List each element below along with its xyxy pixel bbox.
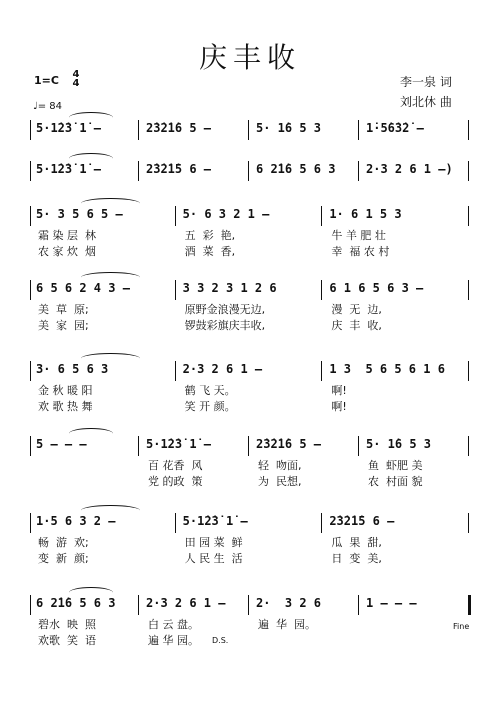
composer-credit: 刘北休 曲 [400,95,452,109]
barline [30,120,31,140]
lyric-segment: 百 花香 风 [148,459,203,472]
barline [175,206,176,226]
barline [321,513,322,533]
barline [248,120,249,140]
lyric-segment: 田 园 菜 鲜 [184,536,243,549]
measure: 3 3 2 3 1 2 6 [182,281,277,295]
lyrics-verse-1 [30,227,470,242]
barline [30,361,31,381]
lyric-segment: 美 草 原; [38,303,89,316]
barline [175,513,176,533]
barline [468,513,469,533]
fine-marking: Fine [453,622,470,631]
measure: 1 3 5 6 5 6 1 6 [329,362,445,376]
score-line-6 [30,437,470,455]
score-line-8 [30,596,470,614]
barline [138,436,139,456]
barline [321,206,322,226]
barline [248,436,249,456]
lyrics-verse-1 [30,616,470,631]
lyric-segment: 庆 丰 收, [331,319,382,332]
lyric-segment: 漫 无 边, [331,303,382,316]
barline [138,120,139,140]
barline [468,436,469,456]
song-title: 庆丰收 [198,41,301,74]
lyric-segment: 白 云 盘。 [148,618,199,631]
barline [321,361,322,381]
lyrics-verse-2 [30,398,470,413]
measure: 1̇·5̇6̇3̇2̇ – [366,121,424,135]
measure: 6 1 6 5 6 3 – [329,281,424,295]
lyrics-verse-1 [30,382,470,397]
score-line-7 [30,514,470,532]
measure: 2̇3̇2̇1̇5 6 – [146,162,212,176]
measure: 2·3 2 6 1 – [182,362,263,376]
barline [468,161,469,181]
barline [30,161,31,181]
slur-mark [81,353,140,364]
lyrics-verse-1 [30,301,470,316]
lyric-segment: 幸 福 农 村 [331,245,390,258]
measure: 5· 1̇6 5 3 [366,437,432,451]
final-barline [468,595,471,615]
measure: 5· 3 5 6 5 – [36,207,123,221]
slur-mark [69,153,113,164]
lyric-segment: 人 民 生 活 [184,552,243,565]
lyric-segment: 遍 华 园。 [148,634,199,647]
lyrics-verse-2 [30,473,470,488]
lyric-segment: 轻 吻面, [258,459,302,472]
measure: 1 – – – [366,596,417,610]
measure: 2·3 2 6 1 – [146,596,226,610]
measure: 5·1̇2̇3̇ 1̇ – [182,514,248,528]
barline [248,161,249,181]
slur-mark [81,272,140,283]
lyric-segment: 霜 染 层 林 [38,229,96,242]
barline [358,595,359,615]
score-line-5 [30,362,470,380]
lyric-segment: 欢 歌 热 舞 [38,400,93,413]
slur-mark [81,198,140,209]
lyric-segment: 美 家 园; [38,319,89,332]
measure: 6 2̇1̇6 5 6 3 [256,162,336,176]
lyric-segment: 瓜 果 甜, [331,536,382,549]
lyrics-verse-1 [30,457,470,472]
lyric-segment: 鱼 虾肥 美 [368,459,423,472]
measure: 5·1̇2̇3̇ 1̇ – [36,121,102,135]
barline [138,161,139,181]
time-signature [70,70,82,88]
measure: 2̇3̇2̇1̇6 5 – [256,437,322,451]
lyric-segment: 金 秋 暖 阳 [38,384,93,397]
lyric-segment: 变 新 颜; [38,552,89,565]
lyric-segment: 牛 羊 肥 壮 [331,229,386,242]
lyric-segment: 笑 开 颜。 [184,400,236,413]
lyrics-verse-2 [30,243,470,258]
measure: 2·3 2 6 1 –) [366,162,453,176]
credits [400,72,452,112]
score-line-2 [30,162,470,180]
barline [30,513,31,533]
barline [175,280,176,300]
lyric-segment: 五 彩 艳, [184,229,236,242]
lyric-segment: 酒 菜 香, [184,245,236,258]
barline [30,280,31,300]
measure: 2̇3̇2̇1̇6 5 – [146,121,212,135]
barline [358,161,359,181]
lyric-segment: 鹤 飞 天。 [184,384,236,397]
score-line-1 [30,121,470,139]
measure: 2̇3̇2̇1̇5 6 – [329,514,395,528]
barline [321,280,322,300]
barline [138,595,139,615]
measure: 6 5 6 2 4 3 – [36,281,130,295]
lyric-segment: 碧水 映 照 [38,618,96,631]
measure: 5 – – – [36,437,87,451]
lyric-segment: 原野金浪漫无边, [184,303,266,316]
slur-mark [69,587,113,598]
lyric-segment: 锣鼓彩旗庆丰收, [184,319,266,332]
barline [30,595,31,615]
measure: 5· 6 3 2 1 – [182,207,270,221]
barline [468,361,469,381]
slur-mark [81,505,140,516]
barline [468,206,469,226]
lyrics-verse-2 [30,632,470,647]
score-line-3 [30,207,470,225]
score-line-4 [30,281,470,299]
lyric-segment: 农 村面 貌 [368,475,423,488]
barline [358,436,359,456]
barline [468,280,469,300]
measure: 5· 1̇6 5 3 [256,121,322,135]
barline [358,120,359,140]
measure: 3· 6 5 6 3 [36,362,109,376]
barline [30,436,31,456]
lyric-segment: 为 民想, [258,475,302,488]
tempo-marking: ♩= 84 [33,101,62,112]
barline [468,120,469,140]
measure: 1·5 6 3 2 – [36,514,116,528]
barline [248,595,249,615]
lyricist-credit: 李一泉 词 [400,75,452,89]
meter-top: 4 [72,69,80,80]
lyric-segment: 啊! [331,400,347,413]
lyrics-verse-2 [30,317,470,332]
slur-mark [69,428,113,439]
lyric-segment: 遍 华 园。 [258,618,316,631]
lyrics-verse-2 [30,550,470,565]
measure: 1· 6 1 5 3 [329,207,402,221]
lyric-segment: 日 变 美, [331,552,382,565]
lyric-segment: 畅 游 欢; [38,536,89,549]
measure: 5·1̇2̇3̇ 1̇ – [146,437,212,451]
barline [175,361,176,381]
lyrics-verse-1 [30,534,470,549]
barline [30,206,31,226]
lyric-segment: 农 家 炊 烟 [38,245,96,258]
slur-mark [69,112,113,123]
lyric-segment: 党 的政 策 [148,475,203,488]
lyric-segment: 啊! [331,384,347,397]
measure: 5·1̇2̇3̇ 1̇ – [36,162,102,176]
ds-marking: D.S. [212,636,229,645]
measure: 6 2̇1̇6 5 6 3 [36,596,116,610]
measure: 2· 3 2 6 [256,596,322,610]
meter-bottom: 4 [72,78,80,89]
lyric-segment: 欢歌 笑 语 [38,634,96,647]
key-signature: 1=C [34,74,59,87]
